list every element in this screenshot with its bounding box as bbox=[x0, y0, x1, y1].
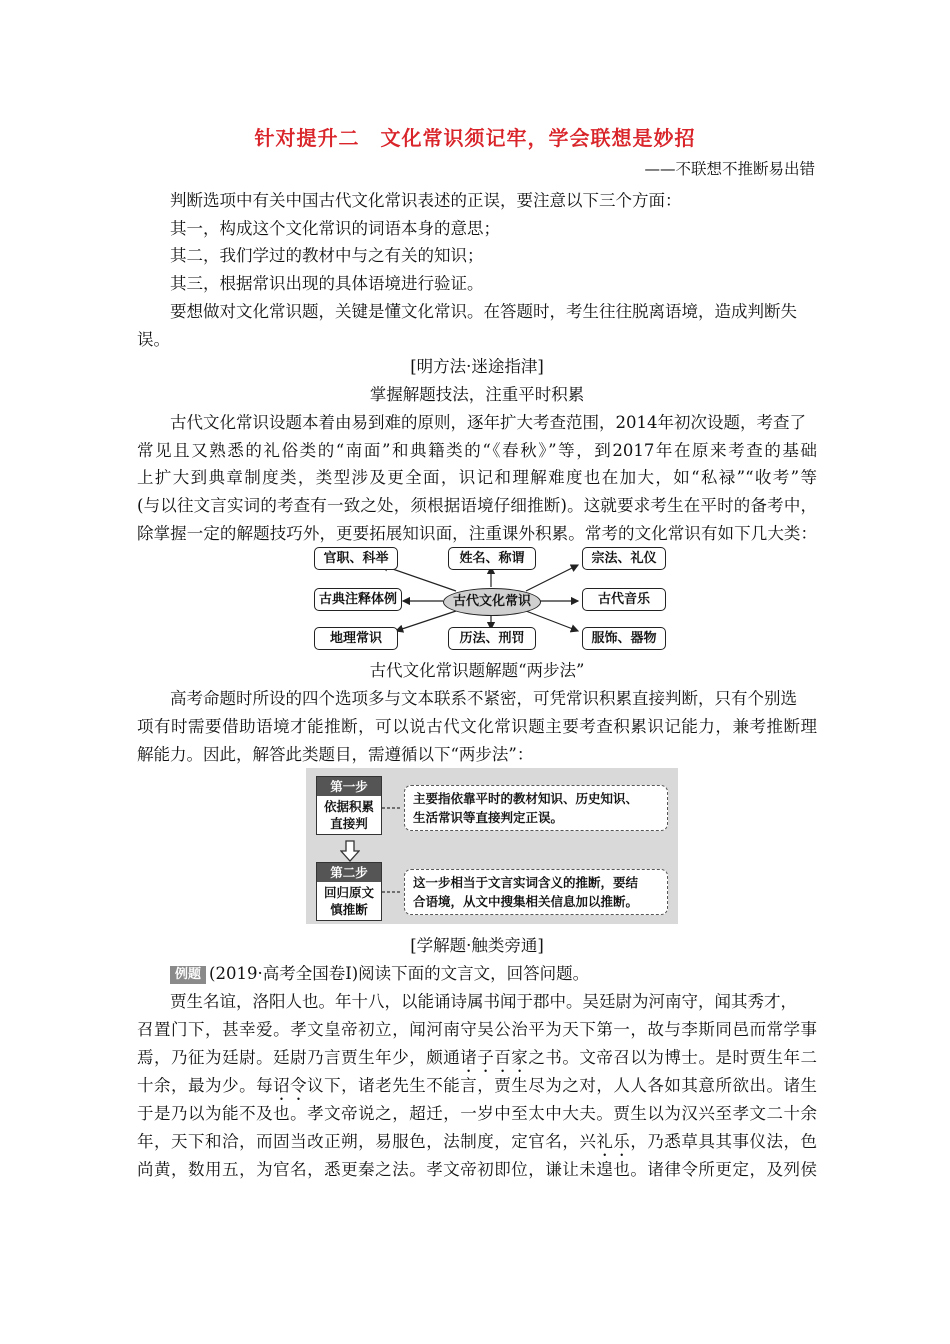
step-1-box bbox=[316, 776, 382, 835]
passage-text: 年，天下和洽，而固当改正朔，易服色，法制度，定官名，兴 bbox=[137, 1132, 597, 1151]
passage-line: 尚黄，数用五，为官名，悉更秦之法。孝文帝初即位，谦让未遑也。诸律令所更定，及列侯 bbox=[137, 1160, 817, 1179]
step-1-text: 依据积累 bbox=[323, 799, 374, 814]
passage-text: ，乃悉草具其事仪法，色 bbox=[630, 1132, 818, 1151]
body-line: 解能力。因此，解答此类题目，需遵循以下“两步法”： bbox=[137, 745, 534, 764]
section-heading-two-step: 古代文化常识题解题“两步法” bbox=[369, 661, 585, 680]
mindmap-node-names: 姓名、称谓 bbox=[448, 547, 536, 570]
page-title: 针对提升二 文化常识须记牢，学会联想是妙招 bbox=[254, 126, 696, 150]
passage-text: 十余，最为少。每 bbox=[137, 1076, 274, 1095]
mindmap-node-costume: 服饰、器物 bbox=[582, 627, 666, 650]
example-intro bbox=[170, 960, 850, 984]
passage-text: 之书。文帝召以为博士。是时贾生年二 bbox=[528, 1048, 818, 1067]
step-1-text: 直接判 bbox=[330, 816, 368, 831]
emphasis-term: 诸子百家 bbox=[460, 1048, 529, 1067]
passage-line: 贾生名谊，洛阳人也。年十八，以能诵诗属书闻于郡中。吴廷尉为河南守，闻其秀才， bbox=[170, 992, 797, 1011]
section-heading-practice: [学解题·触类旁通] bbox=[410, 936, 544, 955]
intro-point-3: 其三，根据常识出现的具体语境进行验证。 bbox=[170, 274, 484, 293]
step-1-note-line: 主要指依靠平时的教材知识、历史知识、 bbox=[413, 791, 639, 806]
intro-point-2: 其二，我们学过的教材中与之有关的知识； bbox=[170, 246, 484, 265]
body-line: 高考命题时所设的四个选项多与文本联系不紧密，可凭常识积累直接判断，只有个别选 bbox=[170, 689, 797, 708]
mindmap-node-annotation: 古典注释体例 bbox=[314, 588, 402, 611]
step-1-note-line: 生活常识等直接判定正误。 bbox=[413, 810, 564, 825]
culture-mindmap bbox=[306, 543, 672, 653]
example-badge: 例题 bbox=[170, 966, 206, 984]
down-arrow-icon bbox=[340, 840, 360, 862]
mindmap-center: 古代文化常识 bbox=[443, 588, 541, 616]
step-2-label: 第二步 bbox=[317, 863, 381, 882]
mindmap-node-calendar: 历法、刑罚 bbox=[448, 627, 536, 650]
body-line: 古代文化常识设题本着由易到难的原则，逐年扩大考查范围，2014年初次设题，考查了 bbox=[170, 413, 806, 432]
step-1-note bbox=[404, 785, 668, 831]
intro-paragraph-line-2: 误。 bbox=[137, 330, 170, 349]
emphasis-term: 诏令 bbox=[273, 1076, 308, 1095]
page-subtitle: ——不联想不推断易出错 bbox=[644, 160, 815, 178]
step-2-box bbox=[316, 862, 382, 921]
step-2-note-line: 这一步相当于文言实词含义的推断，要结 bbox=[413, 875, 639, 890]
passage-line: 于是乃以为能不及也。孝文帝说之，超迁，一岁中至太中大夫。贾生以为汉兴至孝文二十余 bbox=[137, 1104, 817, 1123]
step-2-note-line: 合语境，从文中搜集相关信息加以推断。 bbox=[413, 894, 639, 909]
passage-line: 召置门下，甚幸爱。孝文皇帝初立，闻河南守吴公治平为天下第一，故与李斯同邑而常学事 bbox=[137, 1020, 817, 1039]
mindmap-node-official: 官职、科举 bbox=[314, 547, 398, 570]
intro-paragraph-line-1: 要想做对文化常识题，关键是懂文化常识。在答题时，考生往往脱离语境，造成判断失 bbox=[170, 302, 797, 321]
body-line: (与以往文言实词的考查有一致之处，须根据语境仔细推断)。这就要求考生在平时的备考中， bbox=[137, 496, 817, 515]
intro-point-1: 其一，构成这个文化常识的词语本身的意思； bbox=[170, 219, 500, 238]
step-2-text: 慎推断 bbox=[330, 902, 368, 917]
body-line: 上扩大到典章制度类，类型涉及更全面，识记和理解难度也在加大，如“私禄”“收考”等 bbox=[137, 468, 817, 487]
step-2-text: 回归原文 bbox=[323, 885, 374, 900]
step-2-note bbox=[404, 869, 668, 915]
mindmap-node-music: 古代音乐 bbox=[582, 588, 666, 611]
example-source: (2019·高考全国卷Ⅰ)阅读下面的文言文，回答问题。 bbox=[209, 964, 590, 983]
intro-lead: 判断选项中有关中国古代文化常识表述的正误，要注意以下三个方面： bbox=[170, 191, 682, 210]
mindmap-node-rites: 宗法、礼仪 bbox=[582, 547, 666, 570]
step-connectors bbox=[382, 788, 404, 918]
passage-text: 议下，诸老先生不能言，贾生尽为之对，人人各如其意所欲出。诸生 bbox=[307, 1076, 818, 1095]
emphasis-term: 礼乐 bbox=[596, 1132, 631, 1151]
two-step-diagram bbox=[306, 768, 678, 924]
section-heading-method: [明方法·迷途指津] bbox=[410, 357, 544, 376]
section-subheading: 掌握解题技法，注重平时积累 bbox=[369, 385, 585, 404]
mindmap-node-geography: 地理常识 bbox=[314, 627, 398, 650]
body-line: 除掌握一定的解题技巧外，更要拓展知识面，注重课外积累。常考的文化常识有如下几大类： bbox=[137, 524, 817, 543]
passage-text: 焉，乃征为廷尉。廷尉乃言贾生年少，颇通 bbox=[137, 1048, 461, 1067]
step-1-label: 第一步 bbox=[317, 777, 381, 796]
body-line: 常见且又熟悉的礼俗类的“南面”和典籍类的“《春秋》”等，到2017年在原来考查的基础 bbox=[137, 441, 817, 460]
body-line: 项有时需要借助语境才能推断，可以说古代文化常识题主要考查积累识记能力，兼考推断理 bbox=[137, 717, 817, 736]
